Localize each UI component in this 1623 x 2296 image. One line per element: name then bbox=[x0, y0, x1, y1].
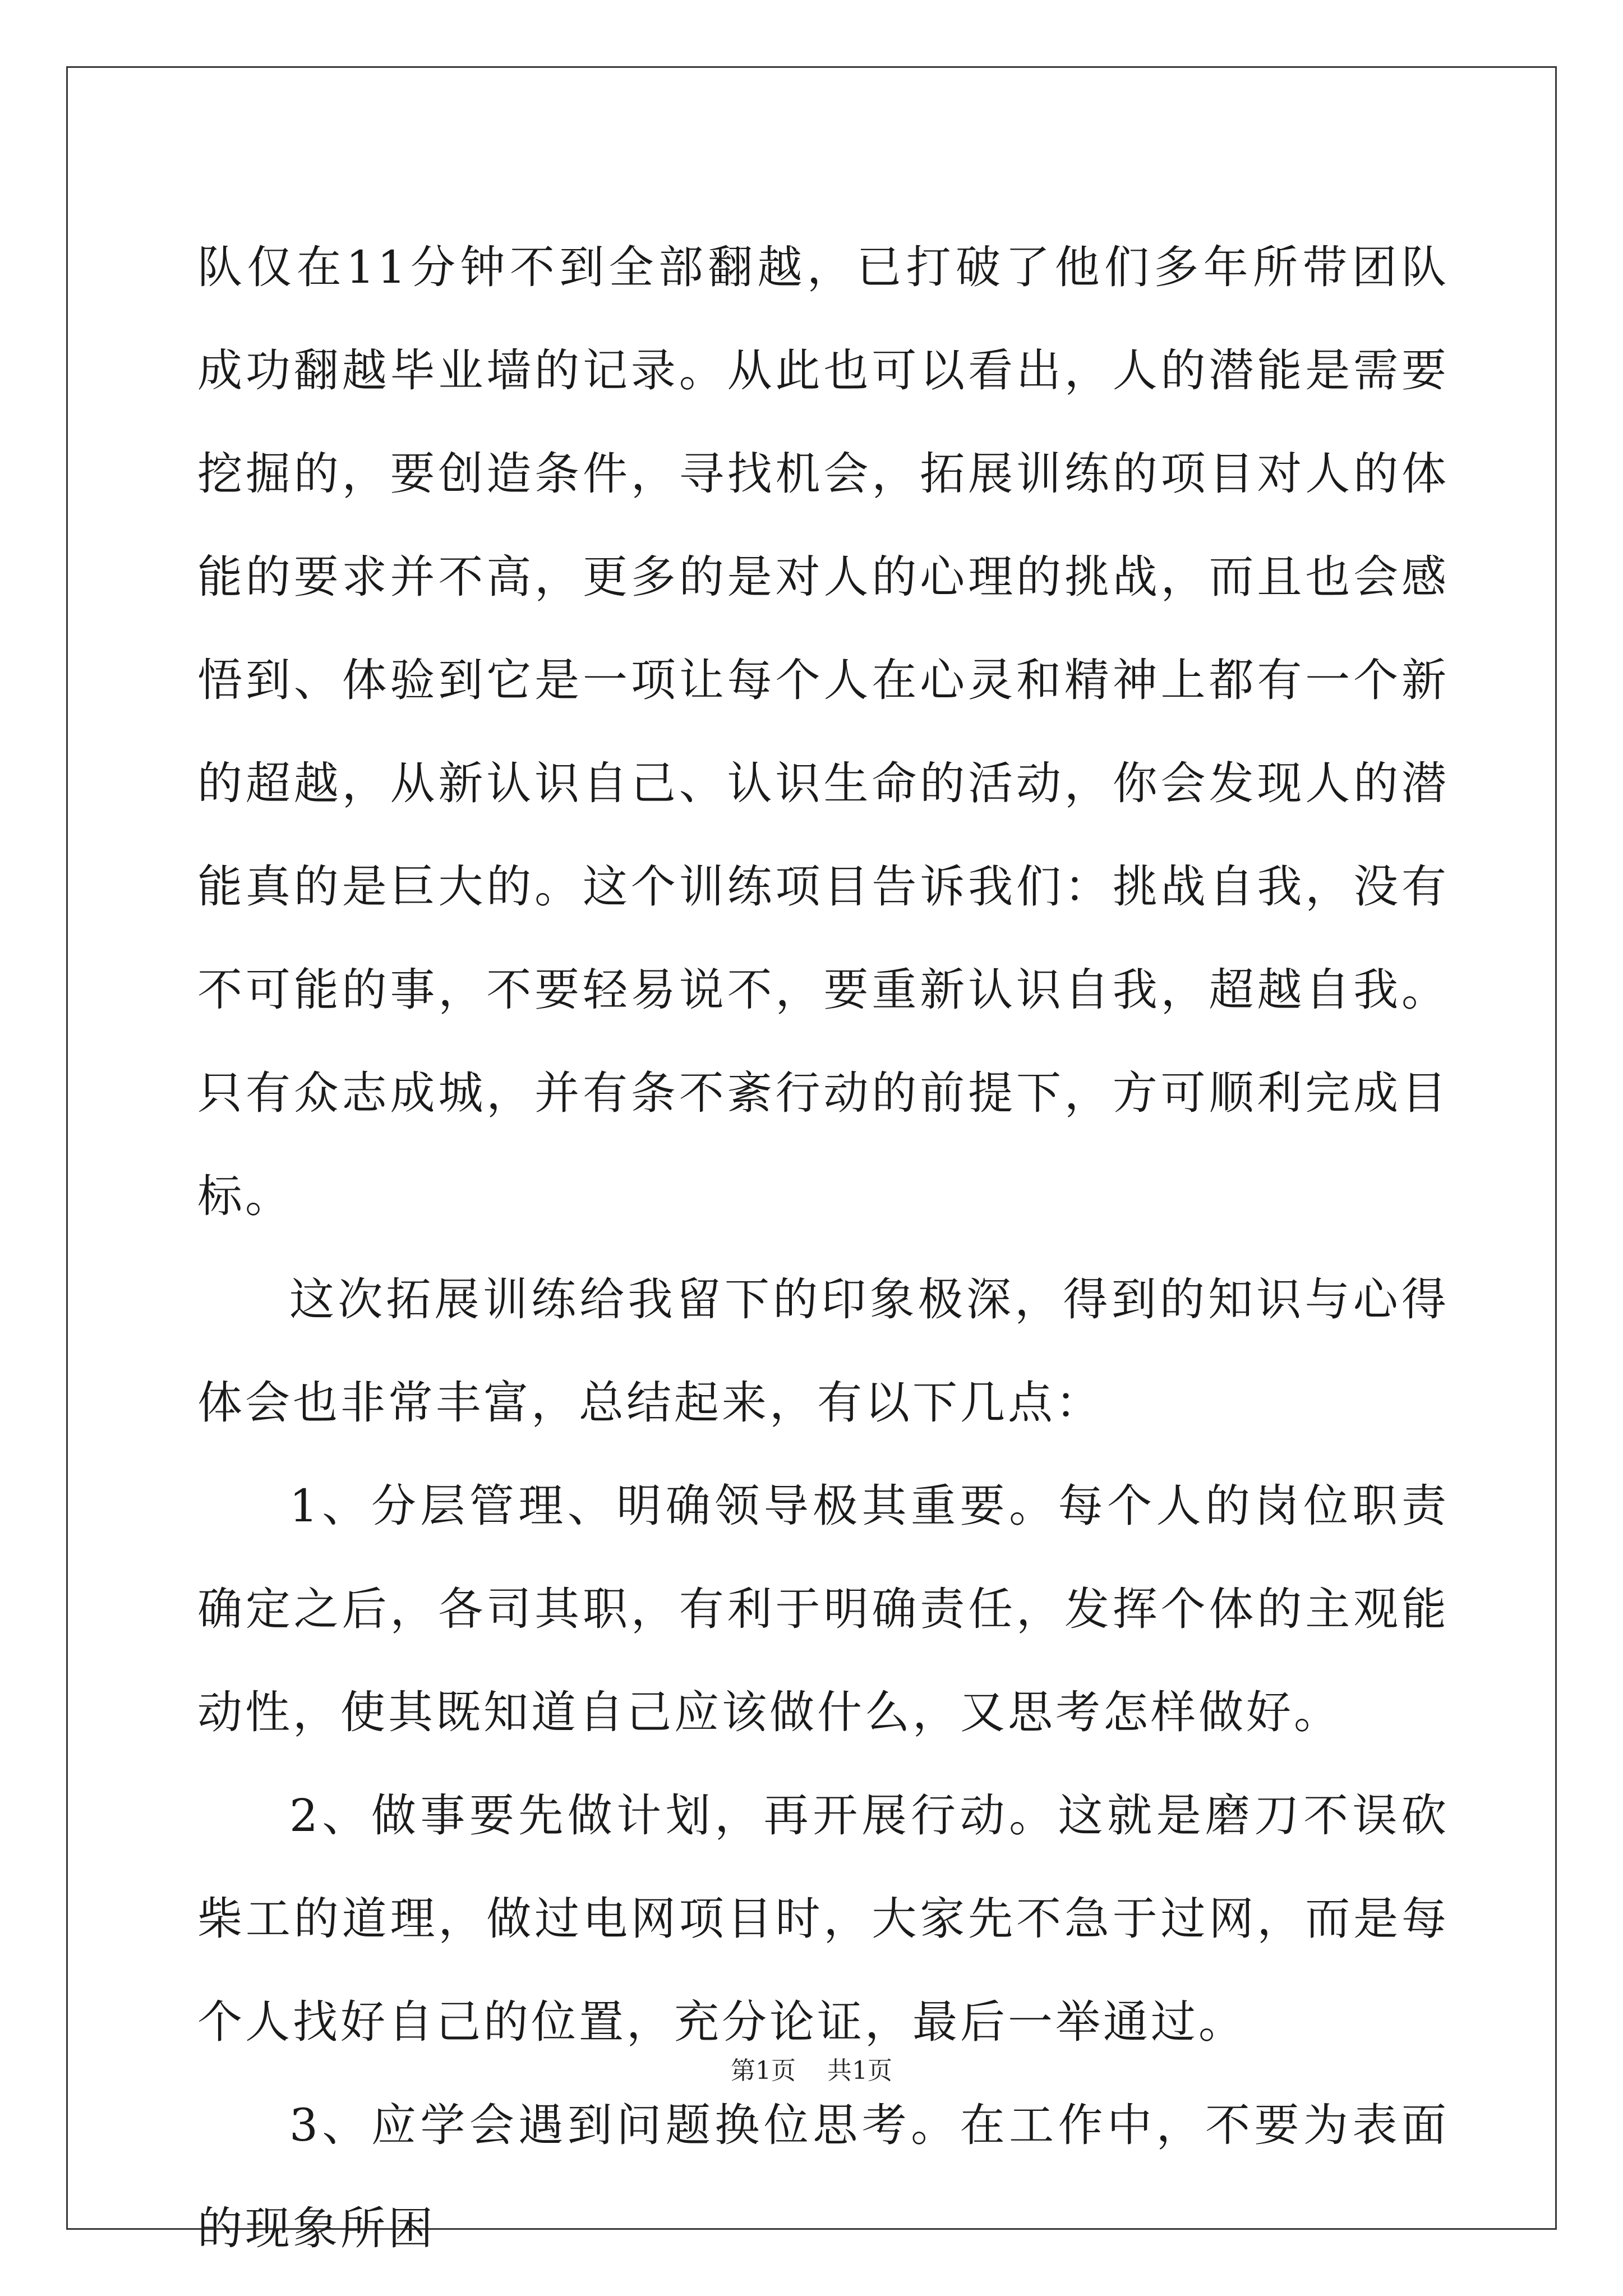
page-number-total: 共1页 bbox=[827, 2056, 892, 2085]
body-paragraph-3: 1、分层管理、明确领导极其重要。每个人的岗位职责确定之后，各司其职，有利于明确责任，发挥个体的主观能动性，使其既知道自己应该做什么，又思考怎样做好。 bbox=[197, 1480, 1449, 1738]
body-paragraph-1: 队仅在11分钟不到全部翻越，已打破了他们多年所带团队成功翻越毕业墙的记录。从此也可以看出，人的潜能是需要挖掘的，要创造条件，寻找机会，拓展训练的项目对人的体能的要求并不高，更多的是对人的心理的挑战，而且也会感悟到、体验到它是一项让每个人在心灵和精神上都有一个新的超越，从新认识自己、认识生命的活动，你会发现人的潜能真的是巨大的。这个训练项目告诉我们：挑战自我，没有不可能的事，不要轻易说不，要重新认识自我，超越自我。只有众志成城，并有条不紊行动的前提下，方可顺利完成目标。 bbox=[197, 241, 1449, 1222]
document-body bbox=[197, 216, 1449, 2280]
body-paragraph-5: 3、应学会遇到问题换位思考。在工作中，不要为表面的现象所困 bbox=[197, 2099, 1449, 2254]
page-number-current: 第1页 bbox=[731, 2056, 796, 2085]
body-paragraph-2: 这次拓展训练给我留下的印象极深，得到的知识与心得体会也非常丰富，总结起来，有以下几点： bbox=[197, 1273, 1449, 1429]
page-footer bbox=[0, 2054, 1623, 2088]
body-paragraph-4: 2、做事要先做计划，再开展行动。这就是磨刀不误砍柴工的道理，做过电网项目时，大家先不急于过网，而是每个人找好自己的位置，充分论证，最后一举通过。 bbox=[197, 1789, 1449, 2048]
